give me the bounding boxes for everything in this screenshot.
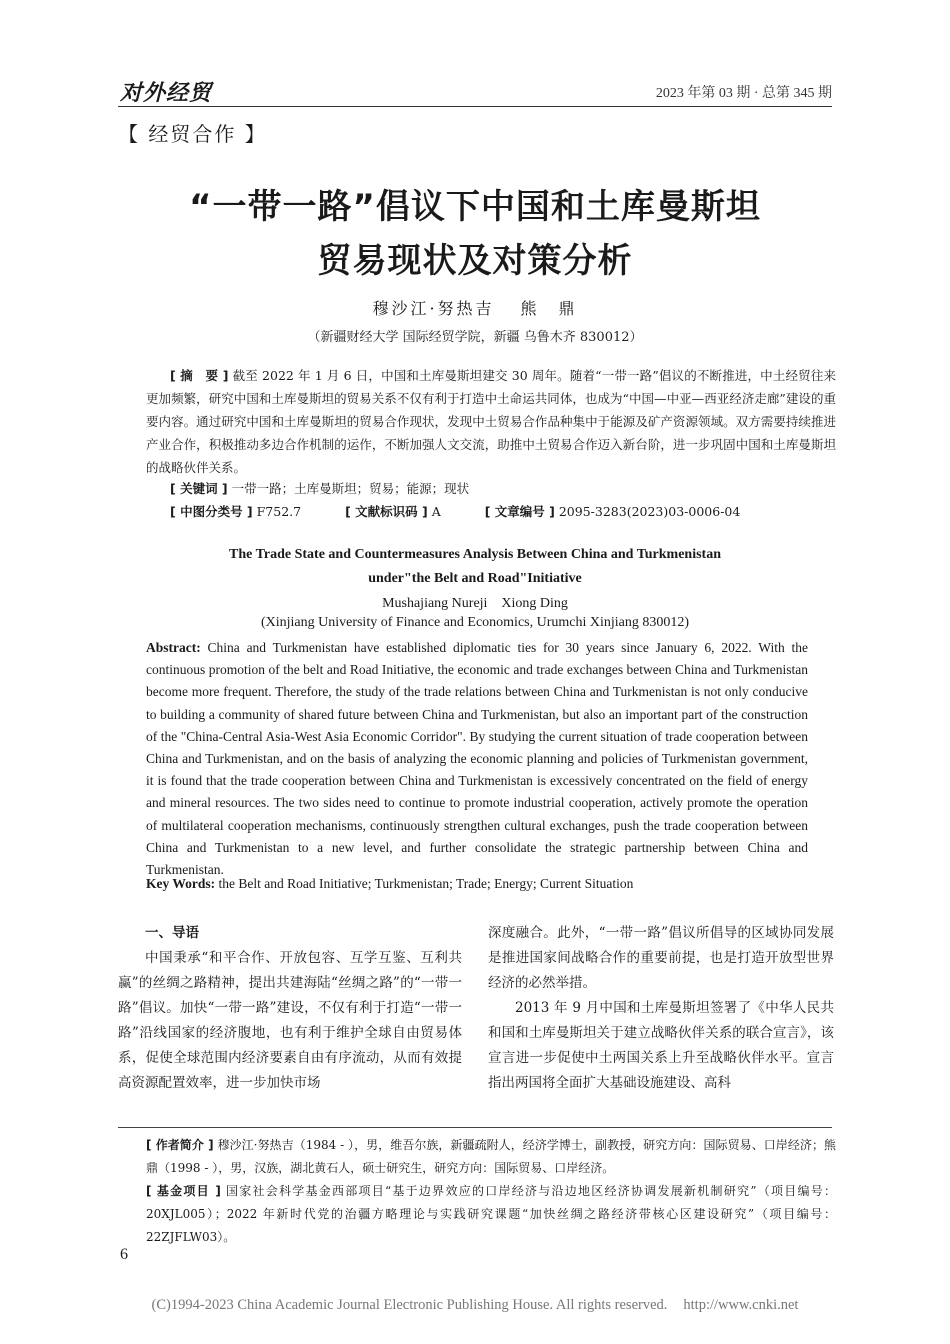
article-number-label: [ 文章编号 ]: [484, 504, 555, 519]
abstract-en: [146, 637, 808, 881]
body-paragraph: 中国秉承“和平合作、开放包容、互学互鉴、互利共赢”的丝绸之路精神，提出共建海陆“丝绸之路”的“一带一路”倡议。加快“一带一路”建设，不仅有利于打造“一带一路”沿线国家的经济腹地，也有利于维护全球自由贸易体系，促使全球范围内经济要素自由有序流动，从而有效提高资源配置效率，进一步加快市场: [118, 950, 462, 1091]
abstract-en-text: China and Turkmenistan have established diplomatic ties for 30 years since January 6, 2022. With the continuous promotion of the belt and Road Initiative, the economic and trade exchanges between China and Turkmenistan become more frequent. Therefore, the study of the trade relations between China and Turkmenistan is not only conducive to building a community of shared future between China and Turkmenistan, but also an important part of the construction of the "China-Central Asia-West Asia Economic Corridor". By studying the current situation of trade cooperation between China and Turkmenistan, and on the basis of analyzing the economic planning and policies of Turkmenistan government, it is found that the trade cooperation between China and Turkmenistan is excessively concentrated on the field of energy and mineral resources. The two sides need to continue to promote industrial cooperation, actively promote the operation of multilateral cooperation mechanisms, continuously strengthen cultural exchanges, push the trade cooperation between China and Turkmenistan to a new level, and further consolidate the strategic partnership between China and Turkmenistan.: [146, 640, 808, 878]
body-paragraph: 2013 年 9 月中国和土库曼斯坦签署了《中华人民共和国和土库曼斯坦关于建立战略伙伴关系的联合宣言》，该宣言进一步促使中土两国关系上升至战略伙伴水平。宣言指出两国将全面扩大基础设施建设、高科: [488, 1000, 834, 1091]
authors-en: Mushajiang Nureji Xiong Ding: [382, 596, 568, 611]
funding-label: [ 基金项目 ]: [146, 1184, 221, 1198]
abstract-en-label: Abstract:: [146, 640, 201, 655]
keywords-cn-label: [ 关键词 ]: [170, 481, 228, 496]
header-divider: [118, 106, 832, 107]
affiliation-cn: （新疆财经大学 国际经贸学院，新疆 乌鲁木齐 830012）: [307, 330, 643, 345]
section-tag: 【 经贸合作 】: [118, 122, 267, 146]
abstract-cn: [146, 364, 836, 479]
copyright-text: (C)1994-2023 China Academic Journal Electronic Publishing House. All rights reserved.: [151, 1297, 668, 1313]
author-bio-label: [ 作者简介 ]: [146, 1138, 214, 1152]
title-cn-line1: “一带一路”倡议下中国和土库曼斯坦: [189, 187, 761, 227]
funding-text: 国家社会科学基金西部项目“基于边界效应的口岸经济与沿边地区经济协调发展新机制研究”（项目编号：20XJL005）；2022 年新时代党的治疆方略理论与实践研究课题“加快丝绸之路经济带核心区建设研究”（项目编号：22ZJFLW03）。: [146, 1184, 836, 1244]
title-cn-line2: 贸易现状及对策分析: [317, 241, 633, 281]
author-bio: [146, 1134, 836, 1180]
authors-cn: [0, 296, 950, 319]
keywords-en-label: Key Words:: [146, 876, 216, 891]
keywords-en: [146, 876, 633, 892]
title-en-line1: The Trade State and Countermeasures Analysis Between China and Turkmenistan: [228, 547, 722, 562]
footnotes: [146, 1134, 836, 1249]
author-2: 熊 鼎: [520, 299, 578, 318]
doc-code-label: [ 文献标识码 ]: [345, 504, 428, 519]
classification-row: [170, 502, 850, 520]
keywords-en-text: the Belt and Road Initiative; Turkmenistan; Trade; Energy; Current Situation: [215, 876, 634, 891]
cnki-link[interactable]: http://www.cnki.net: [683, 1297, 799, 1313]
abstract-cn-label: [ 摘 要 ]: [170, 368, 229, 383]
journal-logo: 对外经贸: [120, 80, 213, 106]
body-paragraph: 深度融合。此外，“一带一路”倡议所倡导的区域协同发展是推进国家间战略合作的重要前提，也是打造开放型世界经济的必然举措。: [488, 925, 834, 991]
author-bio-text: 穆沙江·努热吉（1984 - ），男，维吾尔族，新疆疏附人，经济学博士，副教授，研究方向：国际贸易、口岸经济；熊鼎（1998 - ），男，汉族，湖北黄石人，硕士研究生，研究方向：国际贸易、口岸经济。: [146, 1138, 836, 1175]
article-number-value: 2095-3283(2023)03-0006-04: [558, 504, 741, 519]
affiliation-en: (Xinjiang University of Finance and Economics, Urumchi Xinjiang 830012): [260, 615, 690, 630]
title-en-line2: under"the Belt and Road"Initiative: [368, 571, 582, 586]
abstract-cn-text: 截至 2022 年 1 月 6 日，中国和土库曼斯坦建交 30 周年。随着“一带一路”倡议的不断推进，中土经贸往来更加频繁，研究中国和土库曼斯坦的贸易关系不仅有利于打造中土命运共同体，也成为“中国—中亚—西亚经济走廊”建设的重要内容。通过研究中国和土库曼斯坦的贸易合作现状，发现中土贸易合作品种集中于能源及矿产资源领域。双方需要持续推进产业合作，积极推动多边合作机制的运作，不断加强人文交流，助推中土贸易合作迈入新台阶，进一步巩固中国和土库曼斯坦的战略伙伴关系。: [146, 368, 836, 475]
keywords-cn: [170, 479, 469, 497]
copyright-footer: [0, 1297, 950, 1314]
section-heading: 一、导语: [145, 925, 199, 941]
issue-info: 2023 年第 03 期 · 总第 345 期: [655, 86, 832, 101]
clc-label: [ 中图分类号 ]: [170, 504, 253, 519]
footnote-divider: [118, 1127, 832, 1128]
doc-code-value: A: [431, 504, 441, 519]
body-column-left: [118, 921, 462, 1096]
funding: [146, 1180, 836, 1249]
clc-value: F752.7: [256, 504, 302, 519]
keywords-cn-text: 一带一路；土库曼斯坦；贸易；能源；现状: [231, 481, 470, 496]
page-number: 6: [120, 1246, 128, 1263]
author-1: 穆沙江·努热吉: [372, 299, 495, 318]
body-column-right: [488, 921, 834, 1096]
